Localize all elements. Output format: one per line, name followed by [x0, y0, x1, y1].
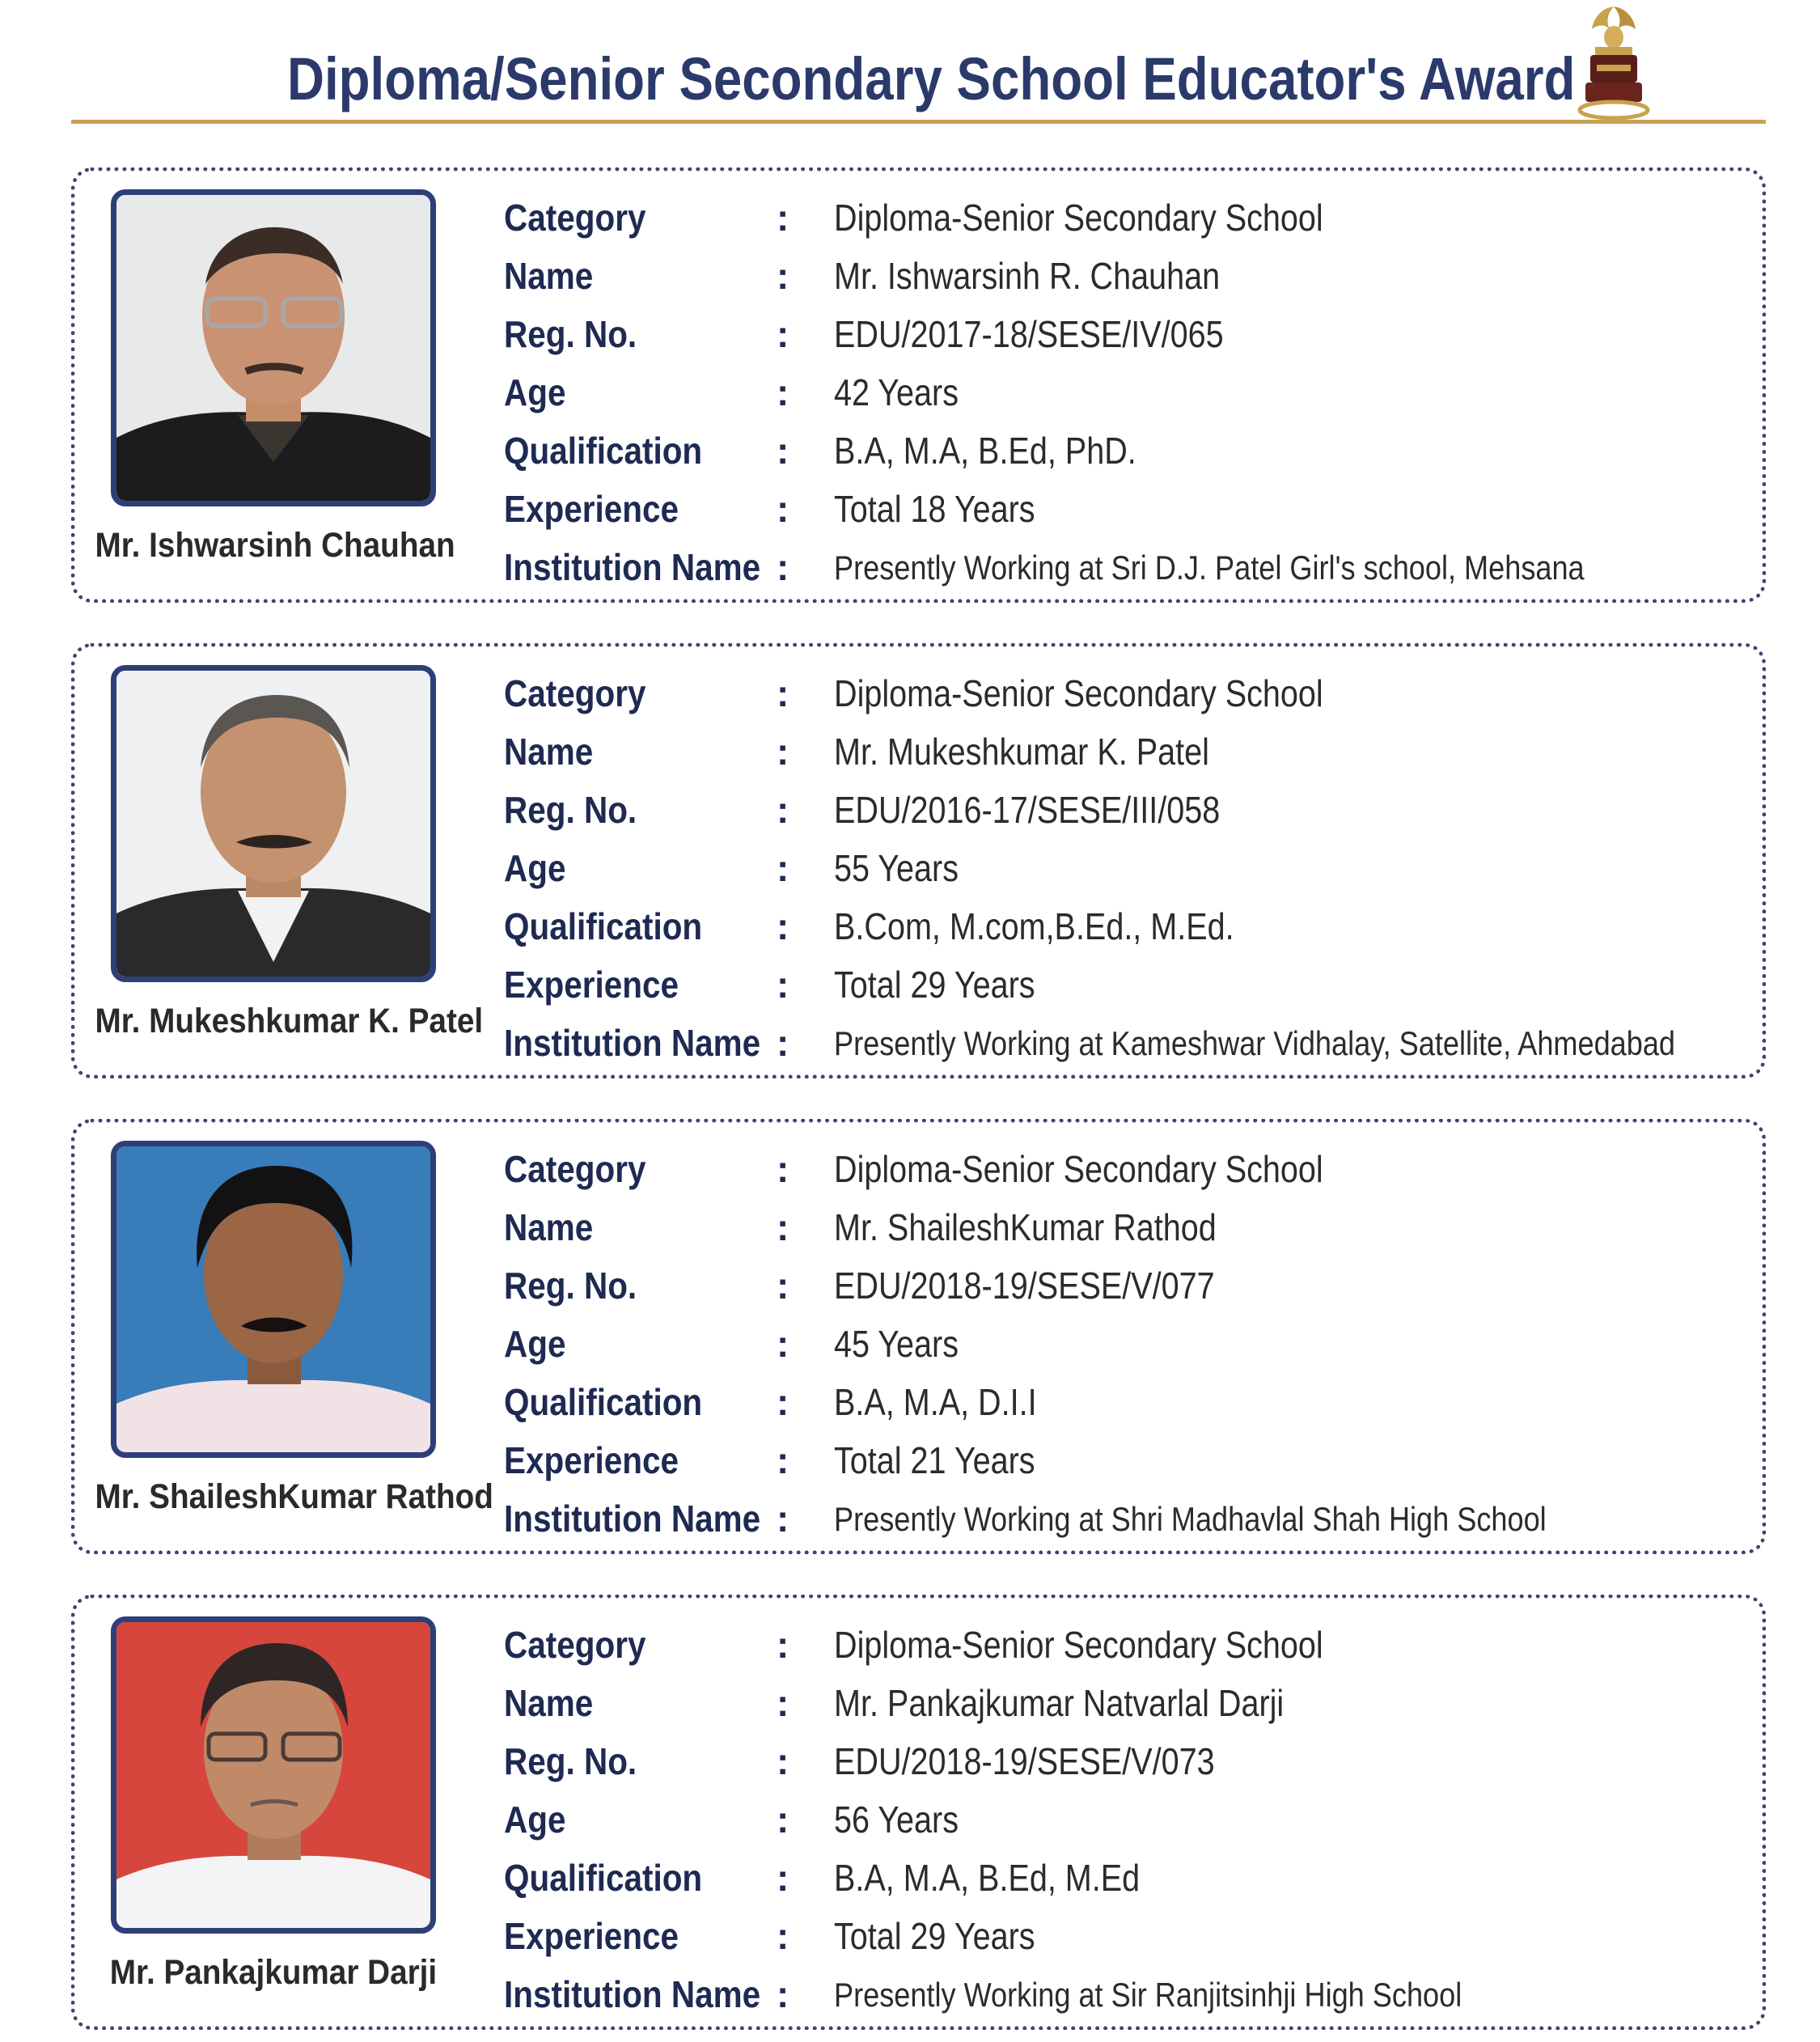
detail-row-category	[504, 665, 1733, 723]
value-category: Diploma-Senior Secondary School	[834, 1624, 1323, 1666]
label-age: Age	[504, 847, 566, 889]
detail-row-category	[504, 1616, 1733, 1675]
value-name: Mr. Pankajkumar Natvarlal Darji	[834, 1682, 1285, 1724]
educator-photo	[111, 189, 436, 506]
value-name: Mr. Mukeshkumar K. Patel	[834, 731, 1209, 773]
separator: :	[777, 1740, 789, 1782]
value-reg-no: EDU/2017-18/SESE/IV/065	[834, 313, 1224, 355]
separator: :	[777, 964, 789, 1006]
details-list	[504, 1141, 1733, 1548]
detail-row-qualification	[504, 422, 1733, 481]
label-name: Name	[504, 255, 594, 297]
label-experience: Experience	[504, 488, 679, 530]
label-qualification: Qualification	[504, 1857, 703, 1899]
separator: :	[777, 197, 789, 239]
label-category: Category	[504, 197, 646, 239]
label-reg-no: Reg. No.	[504, 313, 637, 355]
label-institution: Institution Name	[504, 1498, 761, 1540]
value-institution: Presently Working at Sir Ranjitsinhji High School	[834, 1976, 1462, 2014]
header-rule	[71, 120, 1766, 124]
detail-row-reg-no	[504, 306, 1733, 364]
label-institution: Institution Name	[504, 546, 761, 588]
detail-row-experience	[504, 481, 1733, 539]
label-experience: Experience	[504, 1439, 679, 1481]
educator-card	[71, 167, 1766, 603]
label-category: Category	[504, 1148, 646, 1190]
value-qualification: B.Com, M.com,B.Ed., M.Ed.	[834, 905, 1234, 947]
separator: :	[777, 1439, 789, 1481]
detail-row-qualification	[504, 898, 1733, 956]
value-experience: Total 18 Years	[834, 488, 1035, 530]
detail-row-experience	[504, 1908, 1733, 1966]
detail-row-category	[504, 1141, 1733, 1199]
label-experience: Experience	[504, 1915, 679, 1957]
value-experience: Total 29 Years	[834, 964, 1035, 1006]
separator: :	[777, 1498, 789, 1540]
value-name: Mr. ShaileshKumar Rathod	[834, 1206, 1217, 1248]
detail-row-age	[504, 1315, 1733, 1374]
page-title: Diploma/Senior Secondary School Educator's Award	[287, 45, 1576, 112]
label-age: Age	[504, 1798, 566, 1841]
value-qualification: B.A, M.A, D.I.I	[834, 1381, 1037, 1423]
detail-row-name	[504, 1675, 1733, 1733]
value-age: 42 Years	[834, 371, 959, 413]
separator: :	[777, 1682, 789, 1724]
label-qualification: Qualification	[504, 905, 703, 947]
label-name: Name	[504, 1206, 594, 1248]
educator-photo	[111, 665, 436, 982]
educator-caption: Mr. Mukeshkumar K. Patel	[95, 1002, 484, 1040]
detail-row-qualification	[504, 1849, 1733, 1908]
label-category: Category	[504, 1624, 646, 1666]
label-age: Age	[504, 371, 566, 413]
educator-caption: Mr. Ishwarsinh Chauhan	[95, 526, 455, 565]
separator: :	[777, 847, 789, 889]
educator-card	[71, 1119, 1766, 1554]
separator: :	[777, 430, 789, 472]
page-header	[0, 0, 1820, 129]
value-age: 56 Years	[834, 1798, 959, 1841]
value-institution: Presently Working at Sri D.J. Patel Girl's school, Mehsana	[834, 549, 1585, 587]
detail-row-reg-no	[504, 1733, 1733, 1791]
separator: :	[777, 1148, 789, 1190]
label-name: Name	[504, 731, 594, 773]
detail-row-reg-no	[504, 1257, 1733, 1315]
details-list	[504, 189, 1733, 597]
separator: :	[777, 1624, 789, 1666]
detail-row-age	[504, 1791, 1733, 1849]
value-reg-no: EDU/2016-17/SESE/III/058	[834, 789, 1221, 831]
value-reg-no: EDU/2018-19/SESE/V/073	[834, 1740, 1215, 1782]
separator: :	[777, 672, 789, 714]
educator-caption: Mr. ShaileshKumar Rathod	[95, 1477, 493, 1516]
separator: :	[777, 1798, 789, 1841]
detail-row-name	[504, 723, 1733, 782]
separator: :	[777, 905, 789, 947]
label-qualification: Qualification	[504, 430, 703, 472]
separator: :	[777, 1381, 789, 1423]
detail-row-qualification	[504, 1374, 1733, 1432]
detail-row-age	[504, 364, 1733, 422]
detail-row-category	[504, 189, 1733, 248]
separator: :	[777, 546, 789, 588]
value-institution: Presently Working at Shri Madhavlal Shah High School	[834, 1500, 1547, 1538]
separator: :	[777, 1323, 789, 1365]
separator: :	[777, 1022, 789, 1064]
value-category: Diploma-Senior Secondary School	[834, 672, 1323, 714]
label-age: Age	[504, 1323, 566, 1365]
detail-row-experience	[504, 956, 1733, 1015]
label-experience: Experience	[504, 964, 679, 1006]
value-institution: Presently Working at Kameshwar Vidhalay, Satellite, Ahmedabad	[834, 1024, 1676, 1062]
separator: :	[777, 255, 789, 297]
label-reg-no: Reg. No.	[504, 1265, 637, 1307]
separator: :	[777, 1206, 789, 1248]
separator: :	[777, 371, 789, 413]
detail-row-institution	[504, 1490, 1733, 1548]
label-institution: Institution Name	[504, 1973, 761, 2015]
value-category: Diploma-Senior Secondary School	[834, 1148, 1323, 1190]
value-experience: Total 29 Years	[834, 1915, 1035, 1957]
detail-row-name	[504, 1199, 1733, 1257]
value-age: 45 Years	[834, 1323, 959, 1365]
value-qualification: B.A, M.A, B.Ed, PhD.	[834, 430, 1136, 472]
label-reg-no: Reg. No.	[504, 1740, 637, 1782]
label-qualification: Qualification	[504, 1381, 703, 1423]
detail-row-reg-no	[504, 782, 1733, 840]
details-list	[504, 665, 1733, 1073]
details-list	[504, 1616, 1733, 2024]
educator-card	[71, 1595, 1766, 2030]
detail-row-experience	[504, 1432, 1733, 1490]
separator: :	[777, 731, 789, 773]
detail-row-age	[504, 840, 1733, 898]
separator: :	[777, 313, 789, 355]
educator-photo	[111, 1141, 436, 1458]
separator: :	[777, 1973, 789, 2015]
detail-row-institution	[504, 1966, 1733, 2024]
detail-row-institution	[504, 539, 1733, 597]
educator-photo	[111, 1616, 436, 1934]
educator-caption: Mr. Pankajkumar Darji	[109, 1953, 438, 1992]
separator: :	[777, 1915, 789, 1957]
separator: :	[777, 1265, 789, 1307]
separator: :	[777, 789, 789, 831]
trophy-icon	[1569, 0, 1658, 125]
label-category: Category	[504, 672, 646, 714]
value-reg-no: EDU/2018-19/SESE/V/077	[834, 1265, 1215, 1307]
detail-row-name	[504, 248, 1733, 306]
label-reg-no: Reg. No.	[504, 789, 637, 831]
value-experience: Total 21 Years	[834, 1439, 1035, 1481]
value-category: Diploma-Senior Secondary School	[834, 197, 1323, 239]
value-name: Mr. Ishwarsinh R. Chauhan	[834, 255, 1221, 297]
value-age: 55 Years	[834, 847, 959, 889]
separator: :	[777, 1857, 789, 1899]
detail-row-institution	[504, 1015, 1733, 1073]
label-name: Name	[504, 1682, 594, 1724]
label-institution: Institution Name	[504, 1022, 761, 1064]
value-qualification: B.A, M.A, B.Ed, M.Ed	[834, 1857, 1141, 1899]
educator-card	[71, 643, 1766, 1078]
separator: :	[777, 488, 789, 530]
